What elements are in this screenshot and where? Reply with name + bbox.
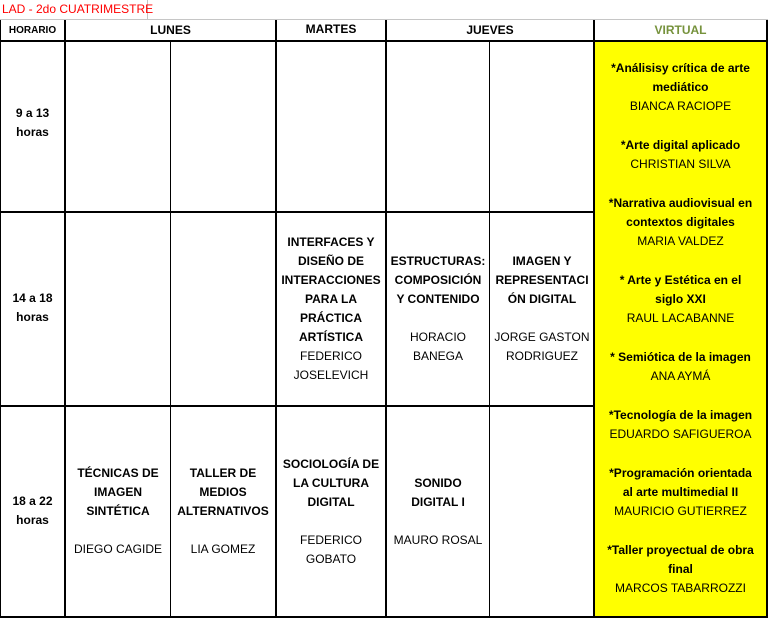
course-name-line: SONIDO [414,476,462,490]
teacher-line: MAURICIO GUTIERREZ [614,504,747,518]
course-name-line: * Semiótica de la imagen [610,350,751,364]
course-name-line: *Programación orientada [609,466,752,480]
virtual-course [594,464,767,521]
teacher-line: MAURO ROSAL [393,533,483,547]
course-name-line: DIGITAL [307,495,355,509]
course-name-line: MEDIOS [199,485,247,499]
teacher-line: ANA AYMÁ [650,369,711,383]
course-name-line: ESTRUCTURAS: [390,254,486,268]
teacher-line: HORACIO [409,330,466,344]
teacher-line: GOBATO [305,552,357,566]
course-name-line: contextos digitales [626,215,735,229]
course-name-line: Y CONTENIDO [396,292,480,306]
course-name-line: COMPOSICIÓN [394,273,482,287]
course-name-line: INTERACCIONES [281,273,381,287]
row-unit: horas [16,310,49,324]
course-name-line: REPRESENTACI [495,273,589,287]
course-interfaces [277,233,385,385]
virtual-course [594,136,767,174]
row-border [0,40,768,42]
virtual-column-bg [594,40,767,617]
course-name-line: DIGITAL I [411,495,465,509]
teacher-line: FEDERICO [299,349,362,363]
row-label-morning [1,104,64,142]
teacher-line: RODRIGUEZ [506,349,578,363]
course-name-line: ALTERNATIVOS [177,504,269,518]
course-name-line: TÉCNICAS DE [77,466,159,480]
header-martes: MARTES [305,22,357,36]
teacher-line: MARCOS TABARROZZI [615,581,746,595]
teacher-line: MARIA VALDEZ [637,234,724,248]
course-name-line: LA CULTURA [293,476,369,490]
subcol-border [489,40,490,618]
virtual-course [594,541,767,598]
course-name-line: final [668,562,693,576]
course-tecnicas-imagen [66,464,170,559]
virtual-course [594,59,767,116]
course-name-line: *Tecnología de la imagen [608,408,753,422]
course-estructuras [387,252,489,366]
virtual-course [594,348,767,386]
teacher-line: BIANCA RACIOPE [629,99,732,113]
teacher-line: JORGE GASTON [494,330,590,344]
course-name-line: PARA LA [305,292,357,306]
row-label-evening [1,492,64,530]
row-label-afternoon [1,289,64,327]
teacher-line: EDUARDO SAFIGUEROA [609,427,752,441]
row-border [0,405,594,407]
course-name-line: ÓN DIGITAL [507,292,577,306]
course-name-line: IMAGEN Y [512,254,572,268]
virtual-course [594,194,767,251]
row-time: 9 a 13 [15,106,50,120]
teacher-line: LIA GOMEZ [190,542,256,556]
virtual-course [594,406,767,444]
teacher-line: RAUL LACABANNE [626,311,735,325]
row-time: 14 a 18 [12,291,53,305]
row-border [0,211,594,213]
teacher-line: FEDERICO [299,533,362,547]
course-name-line: *Arte digital aplicado [620,138,741,152]
sheet-title: LAD - 2do CUATRIMESTRE [2,2,154,16]
teacher-line: BANEGA [412,349,463,363]
course-name-line: ARTÍSTICA [299,330,363,344]
course-name-line: PRÁCTICA [300,311,362,325]
header-horario: HORARIO [8,24,57,36]
course-name-line: mediático [652,80,709,94]
course-imagen-representacion [491,252,593,366]
row-time: 18 a 22 [12,494,53,508]
course-name-line: INTERFACES Y [287,235,375,249]
teacher-line: JOSELEVICH [293,368,369,382]
course-name-line: SOCIOLOGÍA DE [282,457,380,471]
header-jueves: JUEVES [466,23,514,37]
course-name-line: siglo XXI [655,292,706,306]
course-name-line: al arte multimedial II [622,485,739,499]
teacher-line: CHRISTIAN SILVA [630,157,731,171]
course-name-line: *Taller proyectual de obra [607,543,754,557]
teacher-line: DIEGO CAGIDE [73,542,162,556]
virtual-course [594,271,767,328]
course-sonido-digital [387,474,489,550]
course-name-line: SINTÉTICA [86,504,150,518]
course-name-line: TALLER DE [189,466,257,480]
course-taller-medios [171,464,275,559]
course-name-line: *Análisisy crítica de arte [611,61,750,75]
row-unit: horas [16,125,49,139]
header-virtual: VIRTUAL [654,23,707,37]
course-name-line: IMAGEN [94,485,142,499]
course-name-line: DISEÑO DE [297,254,364,268]
header-lunes: LUNES [150,23,191,37]
course-name-line: *Narrativa audiovisual en [608,196,753,210]
course-sociologia [277,455,385,569]
course-name-line: * Arte y Estética en el [619,273,742,287]
row-unit: horas [16,513,49,527]
